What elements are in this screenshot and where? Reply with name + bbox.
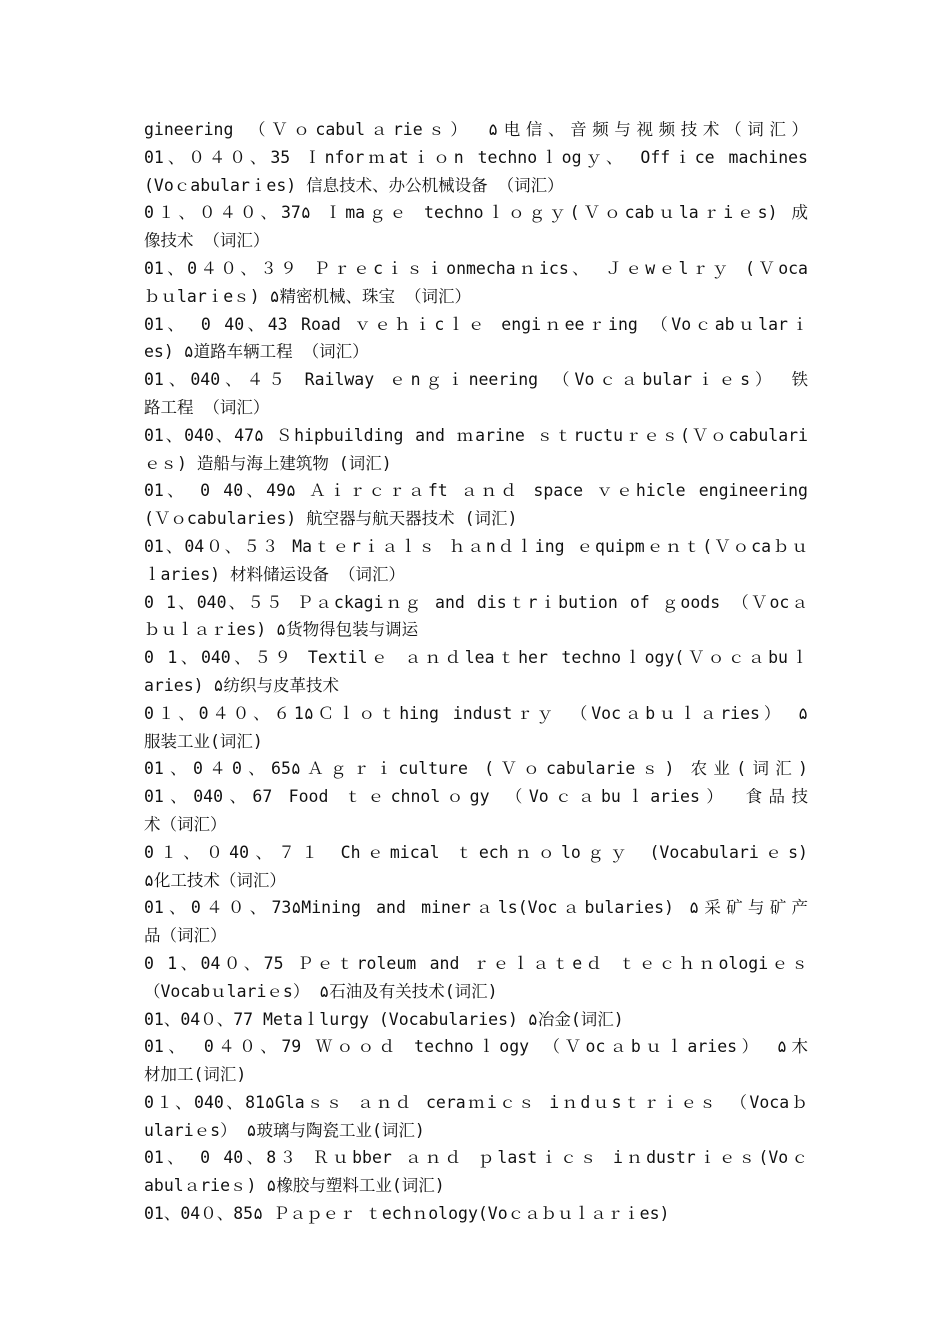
text-line: 01、 0 40、43 Road ｖｅｈｉcｌｅ engiｎeeｒing （Voｃabｕlarｉ	[144, 314, 808, 334]
text-line: aries) ۵纺织与皮革技术	[144, 675, 339, 695]
text-line: 01、 0４０、79 Ｗｏｏｄ technoｌogy （Ｖocａbｕｌaries） ۵木	[144, 1037, 808, 1057]
text-line: ｂｕlarｉeｓ) ۵精密机械、珠宝 （词汇）	[144, 286, 471, 306]
text-line: 01、040、67 Food ｔｅchnolｏgy （Voｃａbuｌaries） 食品技	[144, 787, 808, 807]
text-line: 0１、040、81۵Glaｓｓ ａｎｄ ceraｍiｃｓ iｎdｕsｔｒｉｅｓ （Vocaｂ	[144, 1092, 808, 1112]
text-line: 0１、０40、７１ Chｅmical ｔechｎｏloｇｙ (Vocabulariｅs)	[144, 842, 808, 862]
text-line: 01、 0 40、8３ Ｒｕbber ａｎｄ ｐlastｉｃｓ iｎdustrｉｅｓ(Voｃ	[144, 1148, 808, 1168]
text-line: 01、040、４５ Railway ｅnｇｉneering （Voｃａbularｉｅs） 铁	[144, 370, 808, 390]
text-line: 像技术 （词汇）	[144, 231, 270, 251]
text-line: 01、040、47۵ Ｓhipbuilding and ｍarine ｓｔructuｒｅｓ(Ｖｏcabulari	[144, 425, 808, 445]
text-line: 01、04０、５３ Maｔｅrｉａｌｓ ｈａnｄｌing ｅquipmｅｎｔ(Ｖｏcaｂｕ	[144, 536, 808, 556]
text-line: 术（词汇）	[144, 814, 227, 834]
text-line: 0 1、040、５５ Ｐａckagiｎｇ and disｔrｉbution of ｇoods （Ｖocａ	[144, 592, 808, 612]
text-line: 01、 0 40、49۵ Ａｉｒｃｒａft ａｎｄ space ｖｅhicle engineering	[144, 481, 808, 501]
text-line: (Ｖｏcabularies) 航空器与航天器技术 (词汇)	[144, 509, 518, 529]
text-line: 01、0４０、３９ Ｐｒｅcｉｓｉonmechaｎics、 Ｊｅwｅlｒｙ (Ｖoca	[144, 258, 808, 278]
text-line: 0１、0４０、６1۵Ｃｌｏｔhing industｒｙ （Vocａbｕｌａries） ۵	[144, 703, 808, 723]
text-line: 01、04０、77 Metaｌlurgy (Vocabularies) ۵冶金(词汇)	[144, 1009, 624, 1029]
text-line: ulariｅs） ۵玻璃与陶瓷工业(词汇)	[144, 1120, 425, 1140]
text-line: 01、0４０、73۵Mining and minerａls(Vocａbularies) ۵采矿与矿产	[144, 898, 808, 918]
text-line: （Vocabｕlariｅs） ۵石油及有关技术(词汇)	[144, 981, 498, 1001]
text-line: 品（词汇）	[144, 926, 227, 946]
text-line: 01、０４０、35 Ｉnforｍatｉｏn technoｌogｙ、 Offｉce machines	[144, 147, 808, 167]
text-line: es) ۵道路车辆工程 （词汇）	[144, 342, 369, 362]
text-line: 01、04０、85۵ Ｐａｐｅｒ ｔechｎology(Voｃａｂｕｌａｒｉes)	[144, 1204, 670, 1224]
text-line: ｅｓ) 造船与海上建筑物 (词汇)	[144, 453, 392, 473]
text-line: 路工程 （词汇）	[144, 397, 270, 417]
text-line: 0 1、04０、75 Ｐｅｔroleum and ｒｅｌａｔeｄ ｔｅｃｈｎologiｅｓ	[144, 953, 808, 973]
text-line: abulａrieｓ) ۵橡胶与塑料工业(词汇)	[144, 1176, 445, 1196]
text-line: ｂｕｌａｒies) ۵货物得包装与调运	[144, 620, 419, 640]
text-line: 材加工(词汇)	[144, 1065, 247, 1085]
text-line: 0１、０４０、37۵ Ｉmaｇｅ technoｌｏｇｙ(Ｖｏcabｕlaｒiｅs) 成	[144, 203, 808, 223]
text-line: ۵化工技术（词汇）	[144, 870, 286, 890]
text-line: gineering （Ｖｏcabulａrieｓ） ۵电信、音频与视频技术（词汇）	[144, 120, 808, 139]
text-line: ｌaries) 材料储运设备 （词汇）	[144, 564, 405, 584]
text-line: 01、0４0、65۵Ａｇｒｉculture (Ｖｏcabularieｓ) 农业(词汇)	[144, 759, 808, 779]
vocabulary-list	[144, 116, 808, 1228]
text-line: (Voｃabularｉes) 信息技术、办公机械设备 （词汇）	[144, 175, 564, 195]
text-line: 0 1、040、５９ Textilｅ ａｎｄleaｔher technoｌogy(Ｖｏｃａbuｌ	[144, 648, 808, 668]
text-line: 服装工业(词汇)	[144, 731, 263, 751]
